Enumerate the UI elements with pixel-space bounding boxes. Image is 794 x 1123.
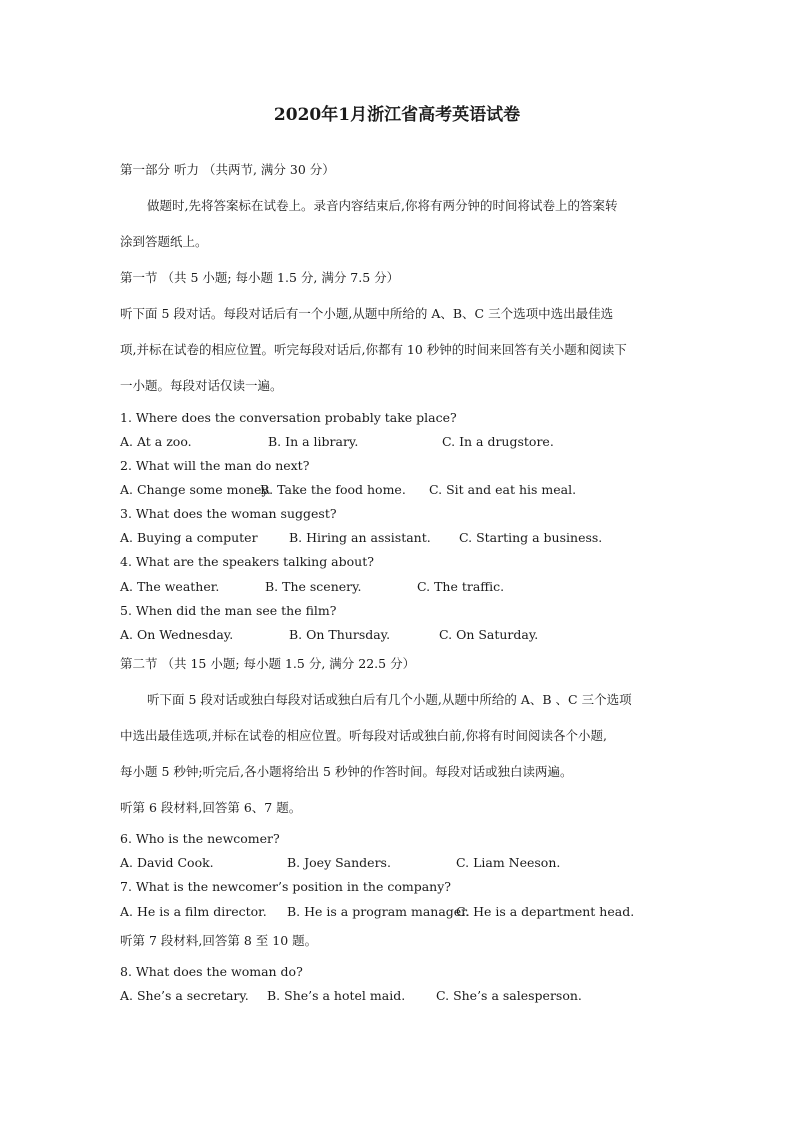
q5-option-c: C. On Saturday. <box>439 627 539 642</box>
question-8: 8. What does the woman do? <box>120 964 303 979</box>
q5-option-b: B. On Thursday. <box>289 627 391 642</box>
question-7: 7. What is the newcomer’s position in the company? <box>120 879 451 894</box>
instructions-line-1: 做题时,先将答案标在试卷上。录音内容结束后,你将有两分钟的时间将试卷上的答案转 <box>147 198 618 213</box>
q4-option-c: C. The traffic. <box>417 579 505 594</box>
q8-option-b: B. She’s a hotel maid. <box>267 988 406 1003</box>
q7-option-a: A. He is a film director. <box>120 904 267 919</box>
material-7-instruction: 听第 7 段材料,回答第 8 至 10 题。 <box>120 933 318 948</box>
q6-option-a: A. David Cook. <box>120 855 214 870</box>
q3-option-a: A. Buying a computer <box>120 530 258 545</box>
q2-option-b: B. Take the food home. <box>260 482 406 497</box>
section1-heading: 第一节 （共 5 小题; 每小题 1.5 分, 满分 7.5 分） <box>120 270 400 285</box>
q2-option-a: A. Change some money. <box>120 482 271 497</box>
section1-directions-line-3: 一小题。每段对话仅读一遍。 <box>120 378 283 393</box>
material-6-instruction: 听第 6 段材料,回答第 6、7 题。 <box>120 800 302 815</box>
q3-option-b: B. Hiring an assistant. <box>289 530 431 545</box>
section1-directions-line-1: 听下面 5 段对话。每段对话后有一个小题,从题中所给的 A、B、C 三个选项中选出最佳选 <box>120 306 614 321</box>
part1-heading: 第一部分 听力 （共两节, 满分 30 分） <box>120 162 335 177</box>
question-6: 6. Who is the newcomer? <box>120 831 280 846</box>
q6-option-c: C. Liam Neeson. <box>456 855 561 870</box>
q8-option-a: A. She’s a secretary. <box>120 988 249 1003</box>
q5-option-a: A. On Wednesday. <box>120 627 234 642</box>
section1-directions-line-2: 项,并标在试卷的相应位置。听完每段对话后,你都有 10 秒钟的时间来回答有关小题和阅读下 <box>120 342 627 357</box>
q1-option-c: C. In a drugstore. <box>442 434 554 449</box>
q4-option-b: B. The scenery. <box>265 579 362 594</box>
question-2: 2. What will the man do next? <box>120 458 310 473</box>
q6-option-b: B. Joey Sanders. <box>287 855 391 870</box>
question-4: 4. What are the speakers talking about? <box>120 554 374 569</box>
question-3: 3. What does the woman suggest? <box>120 506 337 521</box>
q7-option-b: B. He is a program manager. <box>287 904 470 919</box>
q1-option-a: A. At a zoo. <box>120 434 192 449</box>
section2-directions-line-2: 中选出最佳选项,并标在试卷的相应位置。听每段对话或独白前,你将有时间阅读各个小题, <box>120 728 607 743</box>
q8-option-c: C. She’s a salesperson. <box>436 988 582 1003</box>
q7-option-c: C. He is a department head. <box>456 904 635 919</box>
question-5: 5. When did the man see the film? <box>120 603 337 618</box>
q4-option-a: A. The weather. <box>120 579 220 594</box>
page-title: 2020年1月浙江省高考英语试卷 <box>273 105 521 125</box>
section2-directions-line-3: 每小题 5 秒钟;听完后,各小题将给出 5 秒钟的作答时间。每段对话或独白读两遍。 <box>120 764 573 779</box>
q2-option-c: C. Sit and eat his meal. <box>429 482 577 497</box>
q3-option-c: C. Starting a business. <box>459 530 603 545</box>
question-1: 1. Where does the conversation probably take place? <box>120 410 457 425</box>
q1-option-b: B. In a library. <box>268 434 359 449</box>
section2-heading: 第二节 （共 15 小题; 每小题 1.5 分, 满分 22.5 分） <box>120 656 416 671</box>
section2-directions-line-1: 听下面 5 段对话或独白每段对话或独白后有几个小题,从题中所给的 A、B 、C 三个选项 <box>147 692 632 707</box>
instructions-line-2: 涂到答题纸上。 <box>120 234 208 249</box>
